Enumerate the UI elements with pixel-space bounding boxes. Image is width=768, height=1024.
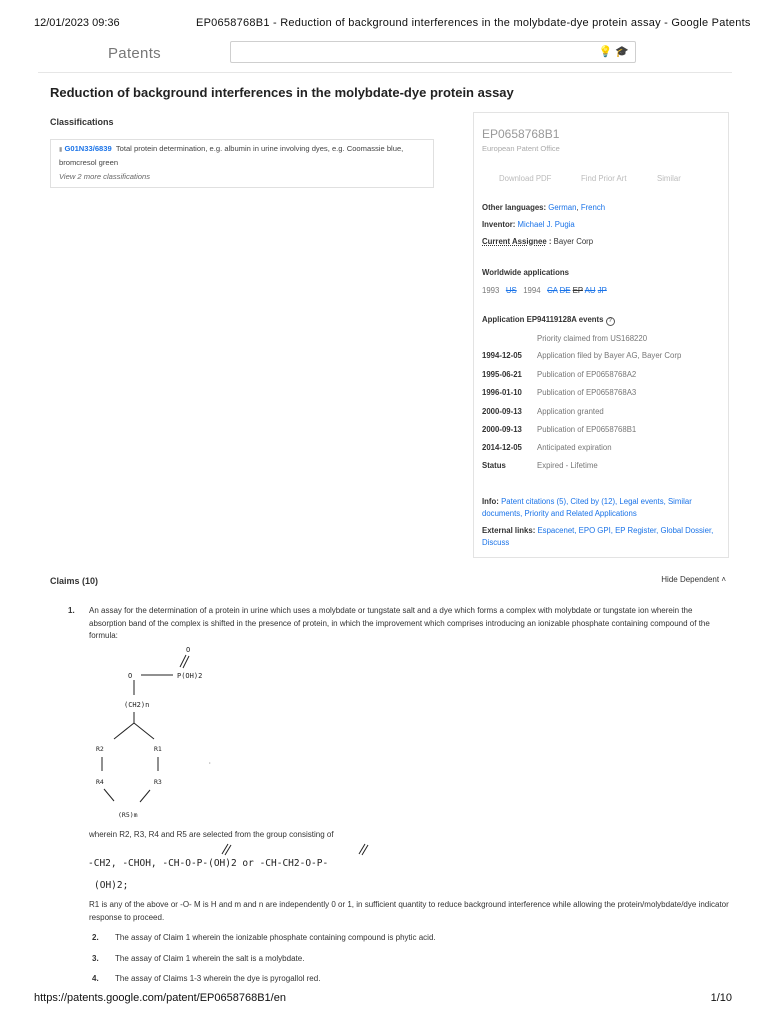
print-title: EP0658768B1 - Reduction of background interferences in the molybdate-dye protein assay - Google Patents: [196, 17, 751, 29]
epo-gpi-link[interactable]: EPO GPI,: [578, 526, 613, 535]
r1-text: R1 is any of the above or -O- M is H and m and n are independently 0 or 1, in sufficient quantity to reduce background interference while allowing the protein/molybdate/dye indicator response to proceed.: [89, 900, 729, 922]
inventor-row: Inventor: Michael J. Pugia: [482, 220, 575, 229]
discuss-link[interactable]: Discuss: [482, 537, 510, 547]
priority-applications-link[interactable]: Priority and Related Applications: [524, 508, 637, 518]
formula-poh: P(OH)2: [177, 672, 203, 680]
classifications-heading: Classifications: [50, 117, 114, 127]
country-link-ep[interactable]: EP: [572, 286, 583, 295]
language-link-french[interactable]: French: [580, 203, 606, 212]
view-more-classifications[interactable]: View 2 more classifications: [59, 172, 151, 181]
r-group-line-2: (OH)2;: [94, 880, 129, 891]
claim-2: 2. The assay of Claim 1 wherein the ionizable phosphate containing compound is phytic acid.: [92, 933, 436, 942]
other-languages-row: Other languages: German, French: [482, 203, 606, 212]
mortarboard-icon[interactable]: 🎓: [615, 46, 629, 58]
assignee-value: Bayer Corp: [553, 237, 594, 246]
worldwide-heading: Worldwide applications: [482, 268, 569, 277]
ep-register-link[interactable]: EP Register,: [615, 526, 659, 535]
external-links: External links: Espacenet, EPO GPI, EP Register, Global Dossier, Discuss: [482, 526, 714, 547]
hide-dependent-toggle[interactable]: Hide Dependent ˄: [661, 575, 726, 584]
country-link-de[interactable]: DE: [559, 286, 571, 295]
figure-dot: ·: [208, 760, 212, 767]
legal-events-link[interactable]: Legal events,: [619, 497, 666, 506]
formula-r-top-left: R2: [96, 745, 104, 753]
formula-o-top: O: [186, 646, 191, 654]
search-input[interactable]: [230, 41, 636, 63]
country-link-au[interactable]: AU: [584, 286, 596, 295]
r-group-formula: [88, 842, 388, 894]
chevron-up-icon: ˄: [721, 575, 726, 584]
print-page-number: 1/10: [710, 992, 732, 1004]
header-divider: [38, 72, 732, 73]
chemical-structure-figure: [88, 643, 218, 828]
similar-documents-link-cont[interactable]: documents,: [482, 508, 523, 518]
find-prior-art-button[interactable]: Find Prior Art: [581, 174, 627, 183]
espacenet-link[interactable]: Espacenet,: [537, 526, 577, 535]
claim-1: 1. An assay for the determination of a protein in urine which uses a molybdate or tungstate salt and a dye which forms a complex with molybdate or tungstate ion wherein the absorption band of the complex is shifted in the presence of protein, in which the improvement which comprises introducing an ionizable phosphate containing compound of the formula:: [68, 605, 728, 643]
assignee-row: Current Assignee : Bayer Corp: [482, 237, 594, 246]
claim-1-text: An assay for the determination of a protein in urine which uses a molybdate or tungstate salt and a dye which forms a complex with molybdate or tungstate ion wherein the absorption band of the complex is shifted in the presence of protein, in which the improvement which comprises introducing an ionizable phosphate containing compound of the formula:: [89, 606, 710, 641]
formula-r-mid-right: R3: [154, 778, 162, 786]
claims-heading: Claims (10): [50, 576, 99, 586]
download-pdf-button[interactable]: Download PDF: [499, 174, 552, 183]
patent-sidebar: EP0658768B1 European Patent Office Download PDF Find Prior Art Similar Other languages: German, French Inventor: Michael J. Pugia Current Assignee : Bayer Corp Worldwide applications 1993 US 1994 CA DE EP AU JP Application EP94119128A events ? Priority claimed from US168220 1994-12-05 Application filed by Bayer AG, Bayer Corp 1995-06-21 Publication of EP0658768A2 1996-01-10 Publication of EP0658768A3 2000-09-13 Application granted 2000-09-13 Publication of EP0658768B1 2014-12-05 Anticipated expiration Status Expired - Lifetime Info: Patent citations (5), Cited by (12), Legal events, Similar documents, Priority and Related Applications External links: Espacenet, EPO GPI, EP Register, Global Dossier, Discuss: [473, 112, 729, 558]
formula-r-top-right: R1: [154, 745, 162, 753]
country-link-ca[interactable]: CA: [547, 286, 558, 295]
worldwide-applications: 1993 US 1994 CA DE EP AU JP: [482, 286, 607, 295]
cited-by-link[interactable]: Cited by (12),: [570, 497, 618, 506]
language-link-german[interactable]: German: [548, 203, 577, 212]
tag-icon: ▮: [59, 147, 63, 153]
global-dossier-link[interactable]: Global Dossier,: [660, 526, 714, 535]
patent-citations-link[interactable]: Patent citations (5),: [501, 497, 569, 506]
similar-documents-link[interactable]: Similar: [667, 497, 692, 506]
info-links: Info: Patent citations (5), Cited by (12), Legal events, Similar documents, Priority and Related Applications: [482, 497, 692, 518]
claim-4: 4. The assay of Claims 1-3 wherein the dye is pyrogallol red.: [92, 974, 321, 983]
classification-code-link[interactable]: G01N33/6839: [64, 144, 112, 153]
formula-ch2: (CH2)n: [124, 701, 150, 709]
r-group-line-1: -CH2, -CHOH, -CH-O-P-(OH)2 or -CH-CH2-O-P-: [88, 858, 329, 869]
country-link-jp[interactable]: JP: [597, 286, 607, 295]
page-title: Reduction of background interferences in the molybdate-dye protein assay: [50, 85, 514, 100]
similar-button[interactable]: Similar: [657, 174, 681, 183]
formula-o-left: O: [128, 672, 133, 680]
lightbulb-icon[interactable]: 💡: [598, 46, 613, 58]
formula-r-bottom: (R5)m: [118, 811, 138, 819]
country-link-us[interactable]: US: [505, 286, 517, 295]
help-icon[interactable]: ?: [606, 317, 615, 326]
wherein-text: wherein R2, R3, R4 and R5 are selected from the group consisting of: [89, 830, 334, 839]
patent-office: European Patent Office: [482, 144, 560, 153]
claim-3: 3. The assay of Claim 1 wherein the salt is a molybdate.: [92, 954, 305, 963]
classification-description: Total protein determination, e.g. albumin in urine involving dyes, e.g. Coomassie blue, bromcresol green: [59, 144, 404, 167]
print-date: 12/01/2023 09:36: [34, 17, 120, 29]
events-heading: Application EP94119128A events ?: [482, 315, 615, 326]
patents-logo[interactable]: Patents: [108, 45, 161, 62]
classification-card: [50, 139, 434, 188]
publication-number: EP0658768B1: [482, 127, 560, 141]
formula-r-mid-left: R4: [96, 778, 104, 786]
print-url: https://patents.google.com/patent/EP0658768B1/en: [34, 992, 286, 1004]
inventor-link[interactable]: Michael J. Pugia: [517, 220, 575, 229]
